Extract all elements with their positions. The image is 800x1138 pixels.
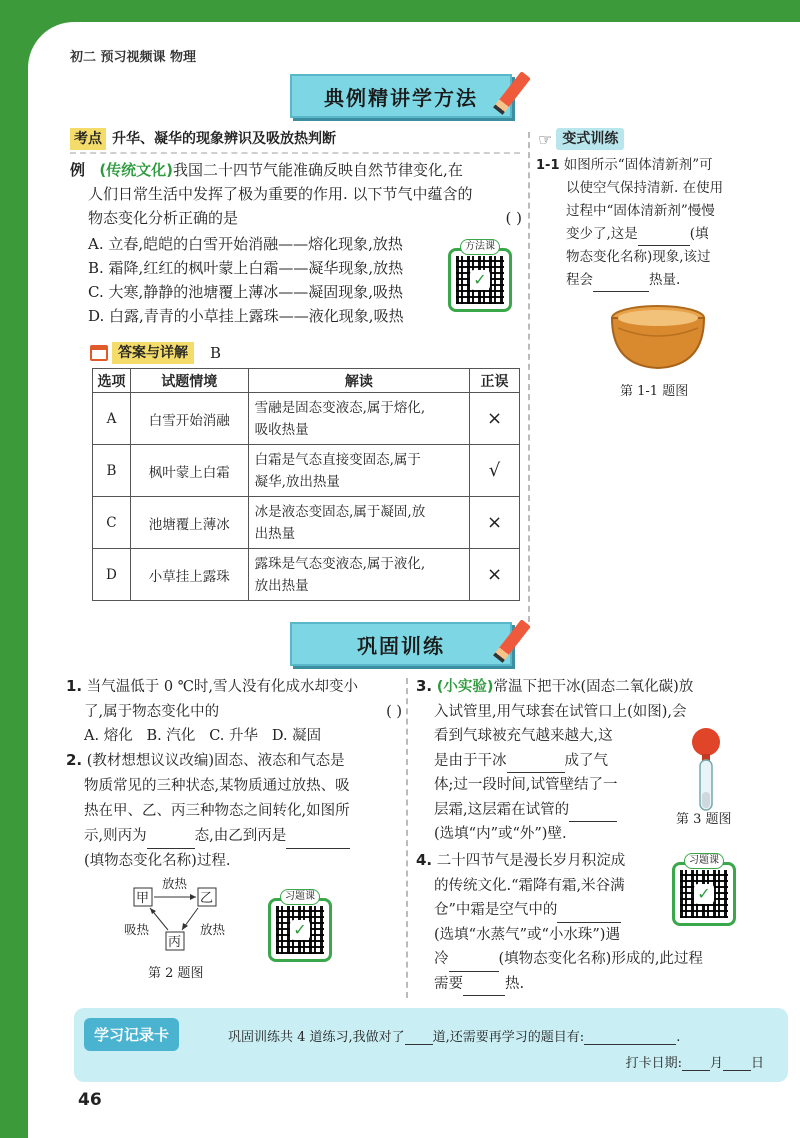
table-cell-line: 放出热量 [254,577,309,594]
question-text: 看到气球被充气越来越大,这 [434,728,613,744]
answer-blank[interactable] [584,1044,676,1045]
study-record-card [74,1008,788,1082]
question-text: 二十四节气是漫长岁月积淀成 [436,853,626,869]
variant-title-row [538,128,624,150]
card-text-part: 月 [709,1056,723,1071]
question-number: 4. [416,851,433,869]
question-text: 以使空气保持清新. 在使用 [566,180,724,196]
question-options: A. 熔化 B. 汽化 C. 升华 D. 凝固 [84,728,322,744]
answer-blank[interactable] [405,1044,433,1045]
table-row [93,445,520,497]
balloon-test-tube-image [686,726,726,816]
kaodian-title: 升华、凝华的现象辨识及吸放热判断 [112,131,336,147]
kaodian-row [70,128,336,150]
answer-paren: ( ) [386,703,402,720]
kaodian-tag: 考点 [70,128,106,150]
question-number: 1-1 [536,158,560,173]
figure-caption: 第 1-1 题图 [620,384,689,399]
table-row [93,497,520,549]
question-text: 是由于干冰 [434,752,507,769]
table-cell: √ [470,445,520,497]
question-text: (选填“内”或“外”)壁. [434,826,567,842]
card-text-part: 巩固训练共 4 道练习,我做对了 [228,1030,405,1045]
card-label: 学习记录卡 [84,1018,179,1051]
question-2 [66,748,402,874]
divider [70,152,520,154]
card-text-part: 道,还需要再学习的题目有: [432,1030,585,1045]
question-text: 物态变化名称)现象,该过 [566,249,711,265]
table-row [93,393,520,445]
qr-pattern [680,870,728,918]
page-number: 46 [78,1090,102,1110]
card-text [228,1026,680,1045]
table-cell: 白雪开始消融 [130,393,248,445]
table-cell [248,393,469,445]
air-freshener-image [608,304,708,374]
qr-code-exercise[interactable] [672,855,736,926]
diagram-label: 放热 [200,922,226,937]
question-text: 体;过一段时间,试管壁结了一 [434,777,618,793]
table-cell [248,445,469,497]
example-stem: 物态变化分析正确的是 [88,209,239,227]
answer-blank[interactable] [569,821,617,822]
table-header: 选项 [93,369,131,393]
question-text: 如图所示“固体清新剂”可 [563,157,713,173]
figure-caption: 第 3 题图 [676,812,732,827]
hand-pointer-icon: ☞ [538,129,553,149]
card-text-part: 日 [750,1056,764,1071]
date-blank[interactable] [723,1070,751,1071]
question-text: 热. [505,975,525,992]
table-cell-line: 凝华,放出热量 [254,473,340,490]
qr-pattern [276,906,324,954]
table-header: 解读 [248,369,469,393]
table-cell: D [93,549,131,601]
table-cell: × [470,497,520,549]
question-text: 了,属于物态变化中的 [84,703,220,720]
diagram-label: 放热 [162,876,188,891]
page-sheet [28,22,800,1138]
question-text: 入试管里,用气球套在试管口上(如图),会 [434,703,687,720]
table-cell: C [93,497,131,549]
table-cell: 池塘覆上薄冰 [130,497,248,549]
section-banner-practice [290,622,512,666]
check-icon: ✓ [470,270,490,290]
example-stem: 我国二十四节气能准确反映自然节律变化,在 [173,161,463,179]
question-text: 需要 [434,975,463,992]
answer-blank[interactable] [593,291,649,292]
section-title: 典例精讲学方法 [324,85,478,110]
question-number: 1. [66,677,83,695]
qr-pattern [456,256,504,304]
table-row [93,549,520,601]
section-banner-methods [290,74,512,118]
example-stem: 人们日常生活中发挥了极为重要的作用. 以下节气中蕴含的 [88,185,473,203]
example-tag: (传统文化) [99,161,174,179]
example-label: 例 [70,161,86,179]
table-cell: A [93,393,131,445]
table-cell: 枫叶蒙上白霜 [130,445,248,497]
question-number: 3. [416,677,433,695]
table-cell [248,549,469,601]
qr-label: 习题课 [280,889,320,905]
question-text: 过程中“固体清新剂”慢慢 [566,203,715,219]
answer-paren: ( ) [505,209,522,227]
column-divider [528,132,530,622]
option-c: C. 大寒,静静的池塘覆上薄冰——凝固现象,吸热 [88,283,404,301]
question-text: 仓”中霜是空气中的 [434,902,558,918]
column-divider [406,678,408,998]
question-text: 程会 [566,272,593,288]
question-1 [66,674,402,749]
qr-code-method[interactable] [448,241,512,312]
table-cell-line: 白霜是气态直接变固态,属于 [254,451,421,468]
option-b: B. 霜降,红红的枫叶蒙上白霜——凝华现象,放热 [88,259,404,277]
card-text-part: 打卡日期: [625,1056,682,1071]
qr-label: 方法课 [460,239,500,255]
question-text: 态,由乙到丙是 [194,828,287,844]
check-icon: ✓ [694,884,714,904]
diagram-label: 吸热 [124,922,150,937]
analysis-table [92,368,520,601]
table-header-row [93,369,520,393]
question-text: 成了气 [564,752,608,769]
figure-caption: 第 2 题图 [148,966,204,981]
option-a: A. 立春,皑皑的白雪开始消融——熔化现象,放热 [88,235,403,253]
question-text: 当气温低于 0 ℃时,雪人没有化成水却变小 [86,679,359,695]
table-cell-line: 吸收热量 [254,421,309,438]
question-tag: (小实验) [436,679,494,695]
table-header: 正误 [470,369,520,393]
question-text: (教材想想议议改编)固态、液态和气态是 [86,753,345,769]
table-cell-line: 雪融是固态变液态,属于熔化, [254,399,426,416]
answer-value: B [210,344,222,362]
table-cell: B [93,445,131,497]
table-cell-line: 冰是液态变固态,属于凝固,放 [254,503,426,520]
question-text: 常温下把干冰(固态二氧化碳)放 [493,679,694,695]
calendar-icon [90,345,108,361]
answer-blank[interactable] [463,995,505,996]
question-number: 2. [66,751,83,769]
diagram-node-bing: 丙 [168,935,182,950]
page-header: 初二 预习视频课 物理 [70,50,197,65]
answer-title: 答案与详解 [112,342,194,364]
question-text: 冷 [434,951,449,967]
question-text: (填 [689,226,709,242]
question-text: 层霜,这层霜在试管的 [434,801,570,818]
question-text: 热在甲、乙、丙三种物态之间转化,如图所 [84,803,350,819]
card-date [626,1052,764,1071]
diagram-node-jia: 甲 [136,891,150,906]
table-cell: × [470,549,520,601]
question-text: 物质常见的三种状态,某物质通过放热、吸 [84,778,350,794]
table-cell: × [470,393,520,445]
answer-blank[interactable] [286,848,350,849]
question-text: 热量. [649,272,681,288]
variant-title: 变式训练 [556,128,624,150]
question-text: 变少了,这是 [566,226,638,242]
table-cell: 小草挂上露珠 [130,549,248,601]
card-text-part: . [676,1030,681,1045]
section-title: 巩固训练 [357,633,445,658]
variant-question [536,154,756,292]
table-cell [248,497,469,549]
option-d: D. 白露,青青的小草挂上露珠——液化现象,吸热 [88,307,404,325]
qr-code-exercise[interactable] [268,891,332,962]
question-text: (填物态变化名称)过程. [84,853,231,869]
question-text: (填物态变化名称)形成的,此过程 [498,951,703,967]
question-text: (选填“水蒸气”或“小水珠”)遇 [434,926,620,943]
table-cell-line: 出热量 [254,525,296,542]
answer-row [90,342,221,364]
table-header: 试题情境 [130,369,248,393]
check-icon: ✓ [290,920,310,940]
question-text: 示,则丙为 [84,828,147,844]
question-text: 的传统文化.“霜降有霜,米谷满 [434,877,625,894]
date-blank[interactable] [682,1070,710,1071]
qr-label: 习题课 [684,853,724,869]
diagram-node-yi: 乙 [200,891,214,906]
table-cell-line: 露珠是气态变液态,属于液化, [254,555,426,572]
